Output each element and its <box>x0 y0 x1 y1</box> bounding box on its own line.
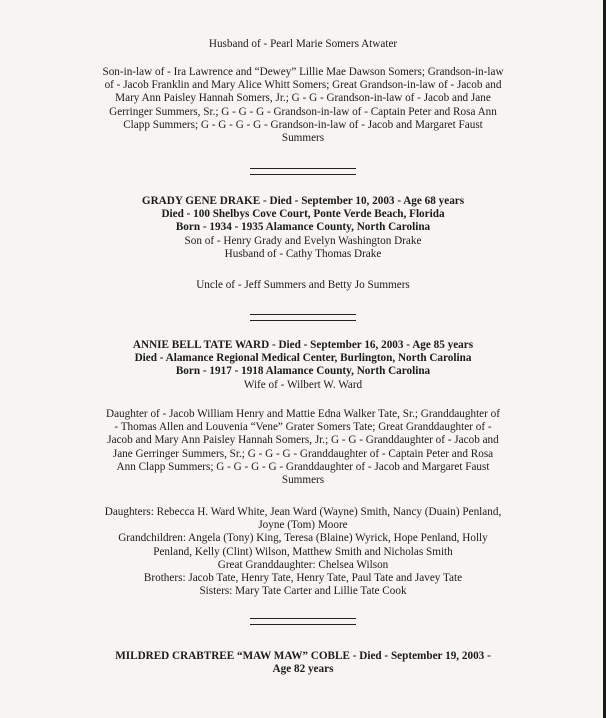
lineage-line: Summers <box>281 132 325 145</box>
entry-ward-family <box>0 506 606 598</box>
lineage-line: Jacob and Mary Ann Paisley Hannah Somers, Jr.; G - G - Granddaughter of - Jacob and <box>107 434 499 447</box>
uncle-line: Uncle of - Jeff Summers and Betty Jo Summers <box>196 279 410 291</box>
entry-header-age: Age 82 years <box>272 663 334 676</box>
brothers-line: Brothers: Jacob Tate, Henry Tate, Henry Tate, Paul Tate and Javey Tate <box>143 572 463 585</box>
lineage-line: Gerringer Summers, Sr.; G - G - G - Grandson-in-law of - Captain Peter and Rosa Ann <box>109 105 497 118</box>
lineage-line: Jane Gerringer Summers, Sr.; G - G - G - Granddaughter of - Captain Peter and Rosa <box>112 447 494 460</box>
lineage-line: Mary Ann Paisley Hannah Somers, Jr.; G - G - Grandson-in-law of - Jacob and Jane <box>115 92 491 105</box>
separator <box>0 168 606 175</box>
entry-top <box>0 38 606 51</box>
entry-drake-uncle <box>0 279 606 292</box>
lineage-line: Daughter of - Jacob William Henry and Mattie Edna Walker Tate, Sr.; Granddaughter of <box>106 408 500 420</box>
daughters-line: Daughters: Rebecca H. Ward White, Jean Ward (Wayne) Smith, Nancy (Duain) Penland, <box>104 506 502 518</box>
lineage-line: - Thomas Allen and Louvenia “Vene” Grater Somers Tate; Great Granddaughter of - <box>114 421 492 434</box>
entry-header: ANNIE BELL TATE WARD - Died - September 16, 2003 - Age 85 years <box>132 339 474 351</box>
entry-ward <box>0 339 606 392</box>
death-place: Died - 100 Shelbys Cove Court, Ponte Verde Beach, Florida <box>161 208 445 221</box>
sisters-line: Sisters: Mary Tate Carter and Lillie Tate Cook <box>199 585 407 598</box>
grandchildren-line: Penland, Kelly (Clint) Wilson, Matthew Smith and Nicholas Smith <box>153 545 453 558</box>
husband-line: Husband of - Pearl Marie Somers Atwater <box>208 38 398 50</box>
entry-coble <box>0 650 606 676</box>
entry-drake <box>0 195 606 261</box>
birth-info: Born - 1934 - 1935 Alamance County, North Carolina <box>175 221 431 234</box>
spouse-line: Husband of - Cathy Thomas Drake <box>224 247 382 260</box>
entry-ward-lineage <box>0 408 606 487</box>
entry-header: MILDRED CRABTREE “MAW MAW” COBLE - Died - September 19, 2003 - <box>115 650 491 662</box>
separator <box>0 618 606 625</box>
spouse-line: Wife of - Wilbert W. Ward <box>243 378 363 391</box>
death-place: Died - Alamance Regional Medical Center, Burlington, North Carolina <box>134 352 472 365</box>
double-rule <box>250 314 356 321</box>
entry-header: GRADY GENE DRAKE - Died - September 10, 2003 - Age 68 years <box>141 195 465 207</box>
birth-info: Born - 1917 - 1918 Alamance County, North Carolina <box>175 365 431 378</box>
lineage-line: Summers <box>281 474 325 487</box>
double-rule <box>250 168 356 175</box>
lineage-line: Clapp Summers; G - G - G - G - Grandson-in-law of - Jacob and Margaret Faust <box>123 118 483 131</box>
daughters-line: Joyne (Tom) Moore <box>258 519 348 532</box>
entry-top-lineage <box>0 66 606 145</box>
lineage-line: Son-in-law of - Ira Lawrence and “Dewey” Lillie Mae Dawson Somers; Grandson-in-law <box>102 66 504 78</box>
double-rule <box>250 618 356 625</box>
parents-line: Son of - Henry Grady and Evelyn Washington Drake <box>184 234 422 247</box>
lineage-line: of - Jacob Franklin and Mary Alice Whitt Somers; Great Grandson-in-law of - Jacob and <box>104 79 502 92</box>
great-granddaughter-line: Great Granddaughter: Chelsea Wilson <box>217 558 389 571</box>
separator <box>0 314 606 321</box>
grandchildren-line: Grandchildren: Angela (Tony) King, Teresa (Blaine) Wyrick, Hope Penland, Holly <box>118 532 488 545</box>
lineage-line: Ann Clapp Summers; G - G - G - G - Granddaughter of - Jacob and Margaret Faust <box>116 460 490 473</box>
